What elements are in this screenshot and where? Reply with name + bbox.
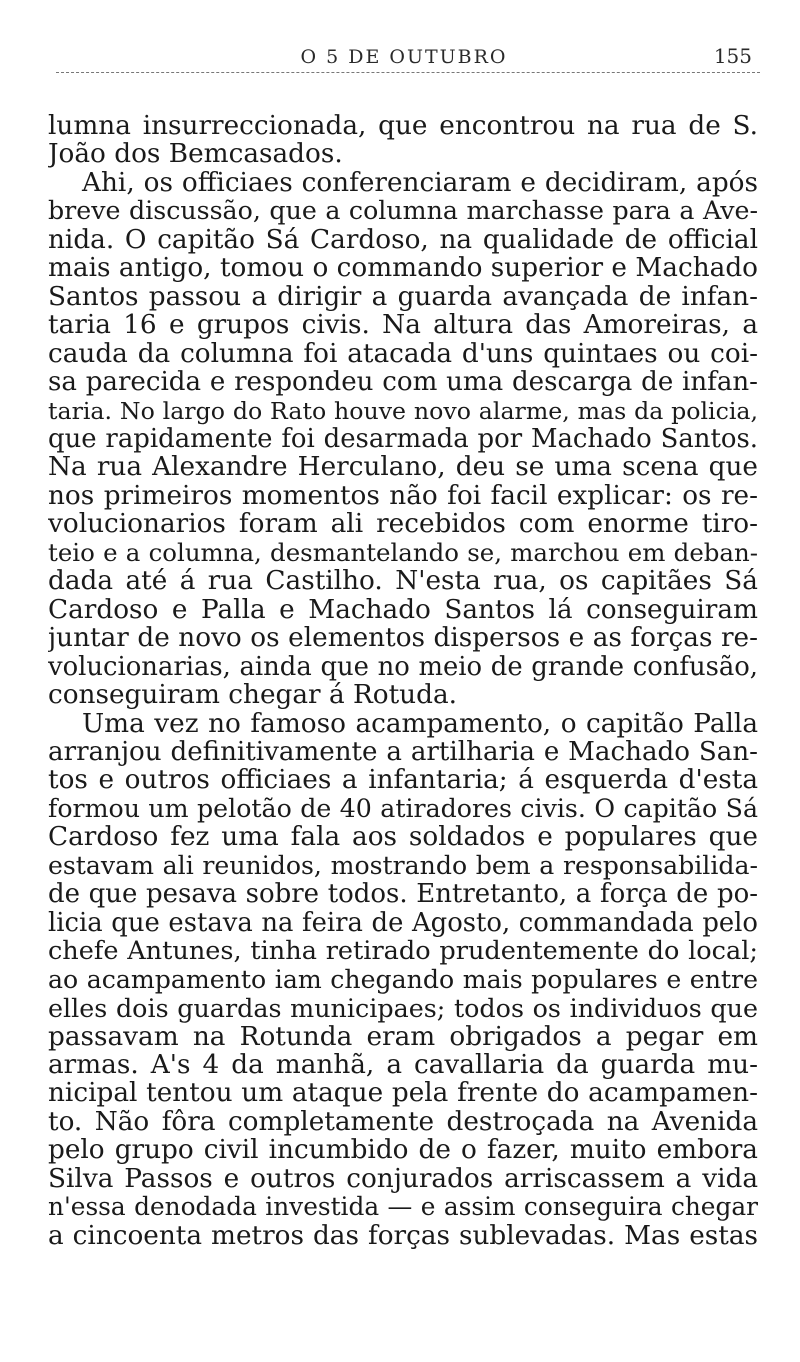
text-line: ao acampamento iam chegando mais populares e entre	[48, 965, 758, 994]
running-title: O 5 DE OUTUBRO	[300, 46, 508, 68]
text-line: João dos Bemcasados.	[48, 140, 343, 169]
text-line: nicipal tentou um ataque pela frente do acampamen-	[48, 1079, 758, 1108]
text-line: formou um pelotão de 40 atiradores civis. O capitão Sá	[48, 794, 758, 823]
text-line: taria. No largo do Rato houve novo alarme, mas da policia,	[48, 396, 758, 425]
text-line: conseguiram chegar á Rotuda.	[48, 681, 457, 710]
text-line: juntar de novo os elementos dispersos e as forças re-	[48, 624, 758, 653]
text-line: que rapidamente foi desarmada por Machado Santos.	[48, 424, 758, 454]
page-number: 155	[713, 44, 752, 68]
text-line: teio e a columna, desmantelando se, marchou em deban-	[48, 538, 758, 567]
text-line: cauda da columna foi atacada d'uns quintaes ou coi-	[48, 339, 758, 369]
text-line: tos e outros officiaes a infantaria; á esquerda d'esta	[48, 766, 758, 795]
text-line: Na rua Alexandre Herculano, deu se uma scena que	[48, 453, 758, 482]
page-header	[48, 38, 760, 82]
text-line: n'essa denodada investida — e assim conseguira chegar	[48, 1193, 758, 1222]
text-line: breve discussão, que a columna marchasse para a Ave-	[48, 197, 758, 226]
text-line: elles dois guardas municipaes; todos os individuos que	[48, 994, 758, 1023]
text-line: to. Não fôra completamente destroçada na Avenida	[48, 1107, 758, 1137]
text-line: volucionarios foram ali recebidos com enorme tiro-	[48, 510, 758, 539]
text-line: volucionarias, ainda que no meio de grande confusão,	[48, 652, 758, 682]
text-line: taria 16 e grupos civis. Na altura das Amoreiras, a	[48, 311, 758, 340]
text-line: Uma vez no famoso acampamento, o capitão Palla	[82, 709, 758, 738]
text-line: pelo grupo civil incumbido de o fazer, muito embora	[48, 1136, 758, 1165]
text-line: nos primeiros momentos não foi facil explicar: os re-	[48, 481, 758, 511]
text-line: a cincoenta metros das forças sublevadas. Mas estas	[48, 1221, 758, 1251]
text-line: mais antigo, tomou o commando superior e Machado	[48, 254, 758, 283]
text-line: chefe Antunes, tinha retirado prudentemente do local;	[48, 937, 758, 966]
text-line: Cardoso e Palla e Machado Santos lá conseguiram	[48, 595, 758, 625]
text-line: sa parecida e respondeu com uma descarga de infan-	[48, 368, 758, 397]
text-line: estavam ali reunidos, mostrando bem a responsabilida-	[48, 851, 758, 880]
text-line: Silva Passos e outros conjurados arriscassem a vida	[48, 1164, 758, 1194]
text-line: Cardoso fez uma fala aos soldados e populares que	[48, 823, 758, 852]
text-line: licia que estava na feira de Agosto, commandada pelo	[48, 908, 758, 938]
text-line: dada até á rua Castilho. N'esta rua, os capitães Sá	[48, 567, 758, 596]
body-text	[48, 112, 758, 1250]
text-line: arranjou definitivamente a artilharia e Machado San-	[48, 737, 758, 767]
text-line: armas. A's 4 da manhã, a cavallaria da guarda mu-	[48, 1050, 758, 1080]
text-line: Santos passou a dirigir a guarda avançada de infan-	[48, 282, 758, 312]
text-line: Ahi, os officiaes conferenciaram e decidiram, após	[82, 168, 758, 198]
header-rule	[56, 72, 760, 73]
text-line: nida. O capitão Sá Cardoso, na qualidade de official	[48, 225, 758, 255]
text-line: passavam na Rotunda eram obrigados a pegar em	[48, 1022, 758, 1051]
text-line: lumna insurreccionada, que encontrou na rua de S.	[48, 112, 758, 141]
text-line: de que pesava sobre todos. Entretanto, a força de po-	[48, 880, 758, 909]
